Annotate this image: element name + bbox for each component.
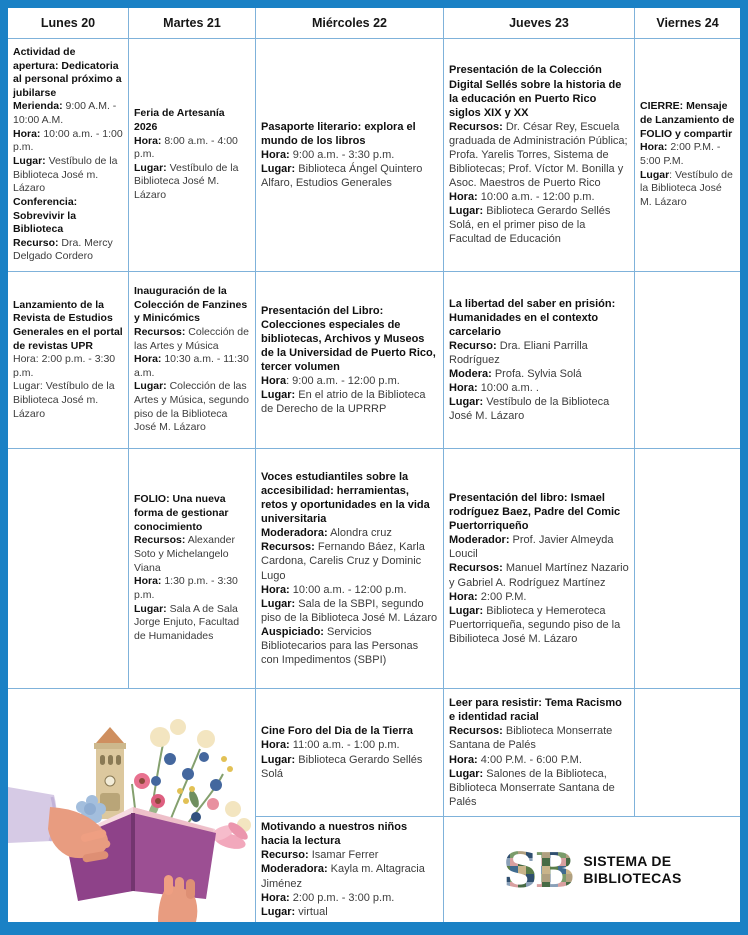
event-cell-lunes-r1 [8,39,128,271]
event-text-line: Conferencia: Sobrevivir la Biblioteca [13,195,78,236]
event-cell-lunes-r2 [8,272,128,448]
event-text-line: Hora: 10:00 a.m. . [449,382,539,395]
event-text-line: Moderadora: Alondra cruz [261,527,392,540]
event-text-line: Lugar: En el atrio de la Biblioteca de Derecho de la UPRRP [261,389,426,416]
event-text-line: Moderador: Prof. Javier Almeyda Loucil [449,534,614,561]
event-cell-miercoles-r4 [256,689,443,816]
event-text-line: Actividad de apertura: Dedicatoria al personal próximo a jubilarse [13,45,122,99]
empty-cell-viernes-r4 [635,689,740,816]
event-text-line: Recursos: Alexander Soto y Michelangelo Viana [134,534,235,574]
logo-wordmark [583,853,681,885]
event-text-line: La libertad del saber en prisión: Humanidades en el contexto carcelario [449,297,616,338]
book-flowers-illustration-svg [8,689,255,922]
event-text-line: Lugar: Vestíbulo de la Biblioteca José m. Lázaro [13,155,118,195]
logo-line1: SISTEMA DE [583,853,672,870]
event-text-line: Lanzamiento de la Revista de Estudios Generales en el portal de revistas UPR [13,298,123,352]
event-cell-miercoles-r2 [256,272,443,448]
event-text-line: Recursos: Colección de las Artes y Música [134,325,249,352]
day-header-lunes: Lunes 20 [8,8,128,38]
event-text-line: Cine Foro del Dia de la Tierra [261,725,414,738]
event-text-line: Hora: 2:00 p.m. - 3:30 p.m. [13,353,116,379]
empty-cell-viernes-r3 [635,449,740,688]
event-text-line: Lugar: Biblioteca Ángel Quintero Alfaro, Estudios Generales [261,163,423,190]
event-cell-miercoles-r5 [256,817,443,922]
event-cell-jueves-r4 [444,689,634,816]
event-text-line: Lugar: Sala de la SBPI, segundo piso de la Biblioteca José M. Lázaro [261,597,438,624]
event-text-line: Hora: 8:00 a.m. - 4:00 p.m. [134,134,238,161]
event-text-line: CIERRE: Mensaje de Lanzamiento de FOLIO y compartir [640,100,735,140]
event-cell-martes-r3 [129,449,255,688]
empty-cell-viernes-r2 [635,272,740,448]
event-text-line: Lugar: Vestíbulo de la Biblioteca José M. Lázaro [134,161,239,202]
event-text-line: Hora: 4:00 P.M. - 6:00 P.M. [449,753,582,766]
event-text-line: Lugar: virtual [261,905,328,918]
event-text-line: Hora: 2:00 P.M. - 5:00 P.M. [640,141,721,167]
event-cell-jueves-r2 [444,272,634,448]
book-flowers-illustration [8,689,255,922]
day-header-jueves: Jueves 23 [444,8,634,38]
day-header-martes: Martes 21 [129,8,255,38]
event-text-line: Recurso: Dra. Mercy Delgado Cordero [13,236,113,263]
event-text-line: Hora: 11:00 a.m. - 1:00 p.m. [261,739,400,752]
event-text-line: Hora: 9:00 a.m. - 3:30 p.m. [261,148,395,161]
event-text-line: Presentación del libro: Ismael rodríguez Baez, Padre del Comic Puertorriqueño [449,492,621,533]
event-text-line: Hora: 10:00 a.m. - 12:00 p.m. [449,191,595,204]
event-cell-viernes-r1 [635,39,740,271]
empty-cell-lunes-r3 [8,449,128,688]
event-text-line: Recurso: Isamar Ferrer [261,849,379,862]
sb-monogram-text: SB [503,842,573,898]
event-text-line: Lugar: Vestíbulo de la Biblioteca José M. Lázaro [640,168,733,208]
event-text-line: Hora: 10:00 a.m. - 1:00 p.m. [13,127,123,154]
schedule-grid [8,8,740,922]
event-cell-martes-r1 [129,39,255,271]
yellow-sprigs [177,756,233,804]
event-cell-miercoles-r3 [256,449,443,688]
event-text-line: Modera: Profa. Sylvia Solá [449,368,582,381]
event-text-line: Hora: 10:00 a.m. - 12:00 p.m. [261,583,407,596]
event-cell-martes-r2 [129,272,255,448]
event-text-line: Recursos: Fernando Báez, Karla Cardona, Carelis Cruz y Dominic Lugo [261,541,425,582]
event-text-line: Lugar: Salones de la Biblioteca, Biblioteca Monserrate Santana de Palés [449,767,615,808]
event-text-line: Hora: 1:30 p.m. - 3:30 p.m. [134,575,238,601]
event-text-line: Recursos: Dr. César Rey, Escuela graduada de Administración Pública; Profa. Yarelis Torres, Sistema de Bibliotecas; Prof. Víctor M. Bonilla y Asoc. Maestros de Puerto Rico [449,120,628,190]
day-header-viernes: Viernes 24 [635,8,740,38]
event-text-line: Recursos: Manuel Martínez Nazario y Gabriel A. Rodríguez Martínez [449,562,629,589]
event-cell-jueves-r3 [444,449,634,688]
logo-line2: BIBLIOTECAS [583,869,682,886]
event-text-line: Pasaporte literario: explora el mundo de los libros [261,120,416,147]
sistema-de-bibliotecas-logo [444,817,740,922]
event-text-line: Presentación del Libro: Colecciones especiales de bibliotecas, Archivos y Museos de la Universidad de Puerto Rico, tercer volumen [261,304,436,373]
sb-monogram-icon [502,842,574,898]
event-cell-jueves-r1 [444,39,634,271]
event-cell-miercoles-r1 [256,39,443,271]
event-text-line: Lugar: Vestíbulo de la Biblioteca José M. Lázaro [449,396,610,423]
event-text-line: Merienda: 9:00 A.M. - 10:00 A.M. [13,100,117,127]
event-text-line: Leer para resistir: Tema Racismo e identidad racial [449,697,622,724]
day-header-miercoles: Miércoles 22 [256,8,443,38]
event-text-line: Recursos: Biblioteca Monserrate Santana de Palés [449,725,613,752]
event-text-line: Lugar: Biblioteca y Hemeroteca Puertorriqueña, segundo piso de la Bibilioteca José M. Lázaro [449,604,621,645]
event-text-line: Auspiciado: Servicios Bibliotecarios para las Personas con Impedimentos (SBPI) [261,625,419,666]
event-text-line: Hora: 10:30 a.m. - 11:30 a.m. [134,353,249,379]
event-text-line: Inauguración de la Colección de Fanzines y Minicómics [134,284,248,325]
event-text-line: Hora: 2:00 p.m. - 3:00 p.m. [261,891,395,904]
event-text-line: Voces estudiantiles sobre la accesibilidad: herramientas, retos y oportunidades en la vida universitaria [261,470,430,526]
event-text-line: Lugar: Vestíbulo de la Biblioteca José m. Lázaro [13,380,115,420]
event-text-line: Motivando a nuestros niños hacia la lectura [261,821,408,848]
blue-flowers [151,752,222,822]
event-text-line: Recurso: Dra. Eliani Parrilla Rodríguez [449,339,588,366]
event-text-line: Lugar: Biblioteca Gerardo Sellés Solá, en el primer piso de la Facultad de Educación [449,205,611,246]
event-text-line: Feria de Artesanía 2026 [134,107,225,133]
event-text-line: Moderadora: Kayla m. Altagracia Jiménez [261,863,425,890]
event-text-line: Lugar: Sala A de Sala Jorge Enjuto, Facultad de Humanidades [134,602,240,642]
event-text-line: FOLIO: Una nueva forma de gestionar conocimiento [134,493,229,533]
event-text-line: Hora: 9:00 a.m. - 12:00 p.m. [261,375,400,388]
event-text-line: Presentación de la Colección Digital Sellés sobre la historia de la educación en Puerto Rico siglos XIX y XX [449,64,622,119]
event-text-line: Lugar: Colección de las Artes y Música, segundo piso de la Biblioteca José M. Lázaro [134,380,249,434]
event-text-line: Lugar: Biblioteca Gerardo Sellés Solá [261,753,423,780]
event-text-line: Hora: 2:00 P.M. [449,590,527,603]
